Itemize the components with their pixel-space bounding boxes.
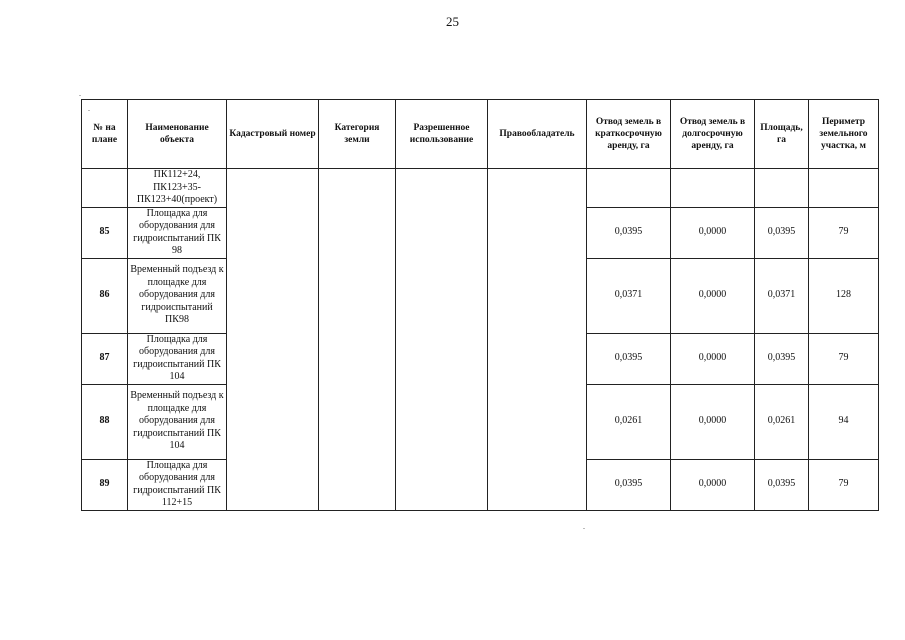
cell-area: 0,0371 [755, 258, 809, 333]
cell-long-term: 0,0000 [671, 258, 755, 333]
cell-perimeter: 94 [809, 384, 879, 459]
cell-name: Временный подъезд к площадке для оборудования для гидроиспытаний ПК 104 [128, 384, 227, 459]
cell-short-term: 0,0395 [587, 207, 671, 258]
header-land-category: Категория земли [319, 100, 396, 169]
cell-num: 87 [82, 333, 128, 384]
cell-area: 0,0395 [755, 207, 809, 258]
cell-area [755, 169, 809, 208]
cell-holder-merged [488, 169, 587, 511]
header-object-name: Наименование объекта [128, 100, 227, 169]
cell-num: 85 [82, 207, 128, 258]
cell-use-merged [396, 169, 488, 511]
cell-area: 0,0395 [755, 333, 809, 384]
cell-perimeter [809, 169, 879, 208]
page-number: 25 [446, 14, 459, 29]
cell-num: 89 [82, 459, 128, 510]
scan-speck [79, 95, 81, 96]
cell-long-term: 0,0000 [671, 384, 755, 459]
header-perimeter: Периметр земельного участка, м [809, 100, 879, 169]
cell-name: Площадка для оборудования для гидроиспытаний ПК 112+15 [128, 459, 227, 510]
cell-perimeter: 79 [809, 207, 879, 258]
cell-perimeter: 128 [809, 258, 879, 333]
cell-short-term [587, 169, 671, 208]
header-short-term-lease: Отвод земель в краткосрочную аренду, га [587, 100, 671, 169]
cell-name: ПК112+24, ПК123+35-ПК123+40(проект) [128, 169, 227, 208]
cell-long-term: 0,0000 [671, 333, 755, 384]
cell-short-term: 0,0395 [587, 459, 671, 510]
table-header-row [82, 100, 879, 169]
cell-short-term: 0,0261 [587, 384, 671, 459]
table-row-continuation [82, 169, 879, 208]
header-permitted-use: Разрешенное использование [396, 100, 488, 169]
cell-cadastral-merged [227, 169, 319, 511]
cell-category-merged [319, 169, 396, 511]
header-cadastral-number: Кадастровый номер [227, 100, 319, 169]
cell-name: Площадка для оборудования для гидроиспытаний ПК 98 [128, 207, 227, 258]
cell-num [82, 169, 128, 208]
cell-long-term: 0,0000 [671, 207, 755, 258]
scan-speck [583, 528, 585, 529]
cell-long-term: 0,0000 [671, 459, 755, 510]
cell-short-term: 0,0371 [587, 258, 671, 333]
header-plan-number: № на плане [82, 100, 128, 169]
cell-num: 88 [82, 384, 128, 459]
header-area: Площадь, га [755, 100, 809, 169]
cell-long-term [671, 169, 755, 208]
cell-perimeter: 79 [809, 459, 879, 510]
cell-name: Временный подъезд к площадке для оборудования для гидроиспытаний ПК98 [128, 258, 227, 333]
cell-num: 86 [82, 258, 128, 333]
header-right-holder: Правообладатель [488, 100, 587, 169]
cell-name: Площадка для оборудования для гидроиспытаний ПК 104 [128, 333, 227, 384]
land-allocation-table [81, 99, 879, 511]
cell-perimeter: 79 [809, 333, 879, 384]
header-long-term-lease: Отвод земель в долгосрочную аренду, га [671, 100, 755, 169]
cell-area: 0,0261 [755, 384, 809, 459]
cell-area: 0,0395 [755, 459, 809, 510]
scan-speck [88, 110, 90, 111]
cell-short-term: 0,0395 [587, 333, 671, 384]
